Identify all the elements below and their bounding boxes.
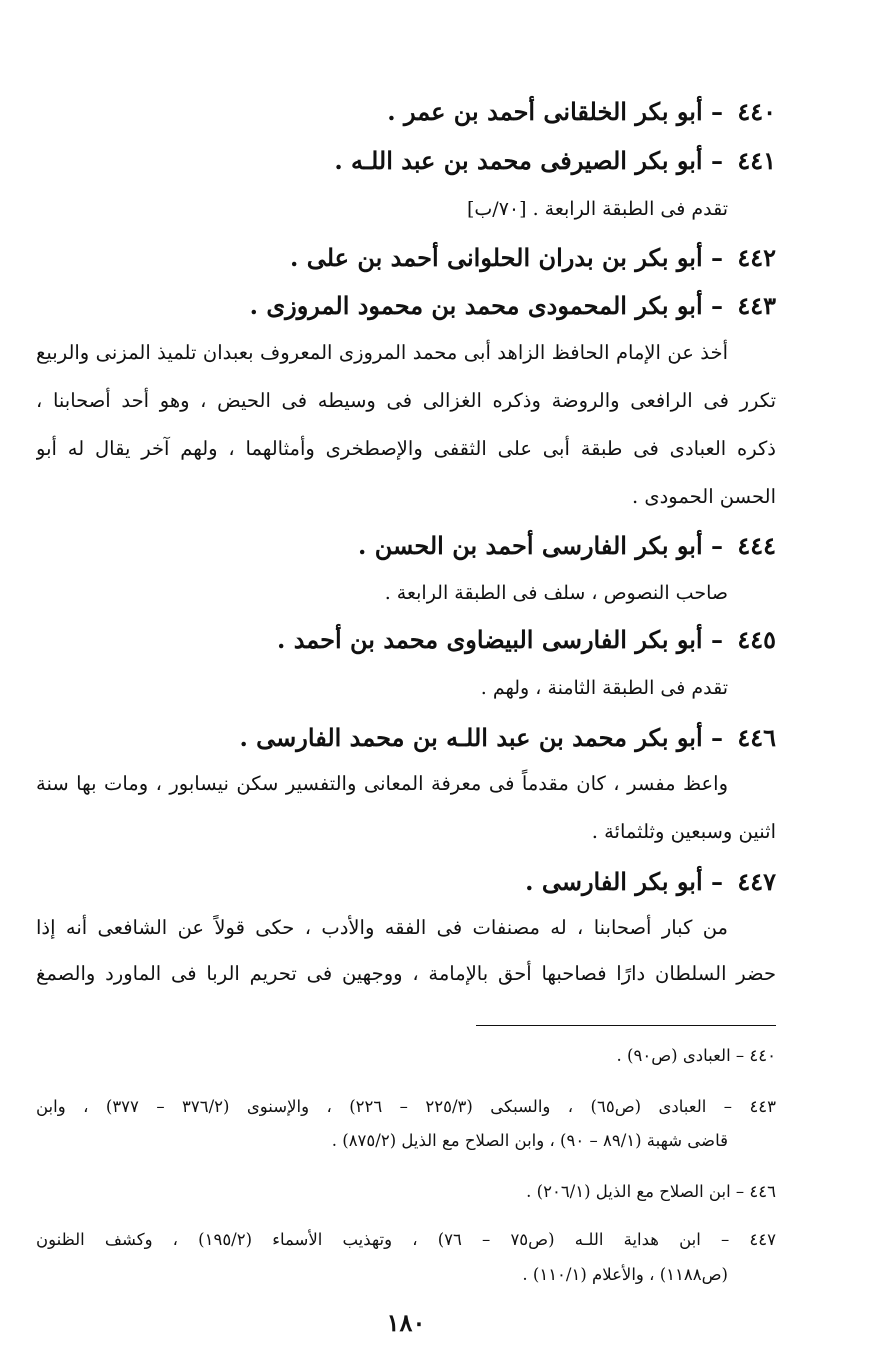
entry-number: ٤٤٤: [737, 531, 776, 560]
entry-name: أبو بكر المحمودى محمد بن محمود المروزى .: [249, 291, 703, 320]
entry-separator: –: [710, 625, 723, 654]
entry-number: ٤٤٣: [737, 291, 776, 320]
footnote-443-line-2: قاضى شهبة (٨٩/١ – ٩٠) ، وابن الصلاح مع الذيل (٨٧٥/٢) .: [331, 1131, 728, 1150]
entry-note-444: صاحب النصوص ، سلف فى الطبقة الرابعة .: [384, 582, 728, 604]
entry-number: ٤٤١: [737, 146, 776, 175]
footnote-446: ٤٤٦ – ابن الصلاح مع الذيل (٢٠٦/١) .: [526, 1182, 776, 1201]
footnote-divider: [476, 1025, 776, 1026]
entry-number: ٤٤٢: [737, 243, 776, 272]
entry-separator: –: [710, 723, 723, 752]
entry-number: ٤٤٥: [737, 625, 776, 654]
entry-heading-442: [36, 238, 776, 278]
entry-number: ٤٤٠: [737, 97, 776, 126]
entry-separator: –: [710, 531, 723, 560]
entry-text-446-line-1: واعظ مفسر ، كان مقدماً فى معرفة المعانى والتفسير سكن نيسابور ، ومات بها سنة: [36, 772, 728, 795]
entry-heading-447: [36, 862, 776, 902]
entry-separator: –: [710, 146, 723, 175]
entry-heading-445: [36, 620, 776, 660]
entry-heading-441: [36, 141, 776, 181]
entry-text-447-line-1: من كبار أصحابنا ، له مصنفات فى الفقه والأدب ، حكى قولاً عن الشافعى أنه إذا: [36, 916, 728, 939]
entry-name: أبو بكر بن بدران الحلوانى أحمد بن على .: [290, 243, 703, 272]
entry-name: أبو بكر الفارسى .: [525, 867, 703, 896]
footnote-447-line-1: ٤٤٧ – ابن هداية اللـه (ص٧٥ – ٧٦) ، وتهذيب الأسماء (١٩٥/٢) ، وكشف الظنون: [36, 1230, 776, 1249]
entry-separator: –: [710, 291, 723, 320]
entry-name: أبو بكر محمد بن عبد اللـه بن محمد الفارسى .: [239, 723, 703, 752]
entry-text-446-line-2: اثنين وسبعين وثلثمائة .: [591, 820, 776, 843]
entry-note-445: تقدم فى الطبقة الثامنة ، ولهم .: [480, 677, 728, 699]
book-page: [36, 0, 776, 1357]
entry-separator: –: [710, 97, 723, 126]
entry-text-443-line-1: أخذ عن الإمام الحافظ الزاهد أبى محمد المروزى المعروف بعبدان تلميذ المزنى والربيع: [36, 341, 728, 364]
entry-name: أبو بكر الخلقانى أحمد بن عمر .: [387, 97, 703, 126]
footnote-440: ٤٤٠ – العبادى (ص٩٠) .: [616, 1046, 776, 1065]
entry-name: أبو بكر الفارسى البيضاوى محمد بن أحمد .: [276, 625, 703, 654]
page-number: ١٨٠: [386, 1308, 426, 1337]
entry-text-447-line-2: حضر السلطان دارًا فصاحبها أحق بالإمامة ، ووجهين فى تحريم الربا فى الماورد والصمغ: [36, 962, 776, 985]
entry-number: ٤٤٧: [737, 867, 776, 896]
entry-separator: –: [710, 243, 723, 272]
entry-heading-443: [36, 286, 776, 326]
footnote-443-line-1: ٤٤٣ – العبادى (ص٦٥) ، والسبكى (٢٢٥/٣ – ٢٢٦) ، والإسنوى (٣٧٦/٢ – ٣٧٧) ، وابن: [36, 1097, 776, 1116]
entry-name: أبو بكر الفارسى أحمد بن الحسن .: [357, 531, 703, 560]
entry-number: ٤٤٦: [737, 723, 776, 752]
footnote-447-line-2: (ص١١٨٨) ، والأعلام (١١٠/١) .: [522, 1265, 728, 1284]
entry-separator: –: [710, 867, 723, 896]
entry-heading-440: [36, 92, 776, 132]
entry-text-443-line-2: تكرر فى الرافعى والروضة وذكره الغزالى فى وسيطه فى الحيض ، وهو أحد أصحابنا ،: [36, 389, 776, 412]
entry-name: أبو بكر الصيرفى محمد بن عبد اللـه .: [334, 146, 703, 175]
entry-heading-446: [36, 718, 776, 758]
entry-text-443-line-3: ذكره العبادى فى طبقة أبى على الثقفى والإصطخرى وأمثالهما ، ولهم آخر يقال له أبو: [36, 437, 776, 460]
entry-text-443-line-4: الحسن الحمودى .: [631, 485, 776, 508]
entry-note-441: تقدم فى الطبقة الرابعة . [٧٠/ب]: [467, 198, 728, 220]
entry-heading-444: [36, 526, 776, 566]
